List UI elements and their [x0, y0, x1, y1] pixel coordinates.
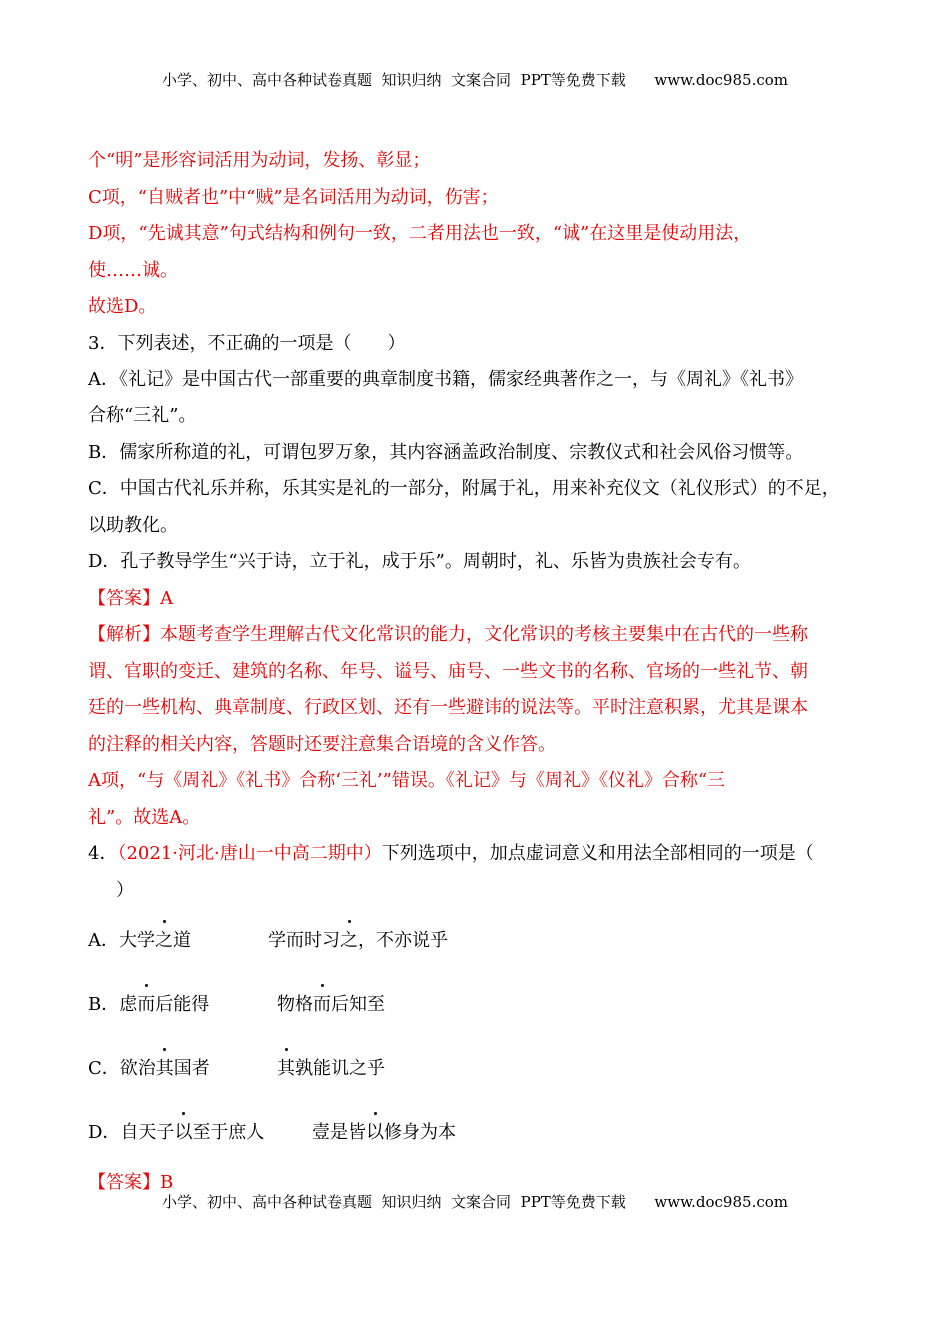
option-d: D．孔子教导学生“兴于诗，立于礼，成于乐”。周朝时，礼、乐皆为贵族社会专有。 [88, 551, 751, 572]
analysis-line: 的注释的相关内容，答题时还要注意集合语境的含义作答。 [88, 734, 556, 755]
option-letter: B． [88, 994, 120, 1015]
dotted-char: 以 [366, 1118, 384, 1144]
analysis-line: 廷的一些机构、典章制度、行政区划、还有一些避讳的说法等。平时注意积累，尤其是课本 [88, 697, 808, 718]
analysis-line: 礼”。故选A。 [88, 807, 201, 828]
option-a: A．《礼记》是中国古代一部重要的典章制度书籍，儒家经典著作之一，与《周礼》《礼书》 [88, 369, 803, 390]
option-a-cont: 合称“三礼”。 [88, 405, 197, 426]
option-c-cont: 以助教化。 [88, 515, 178, 536]
option-b: B．虑而后能得 [88, 990, 209, 1016]
dotted-char: 其 [277, 1054, 295, 1080]
analysis-line: 故选D。 [88, 296, 157, 317]
option-d: D．自天子以至于庶人 [88, 1118, 264, 1144]
option-b: B．儒家所称道的礼，可谓包罗万象，其内容涵盖政治制度、宗教仪式和社会风俗习惯等。 [88, 442, 804, 463]
analysis-line: 使……诚。 [88, 260, 178, 281]
analysis-line: A项，“与《周礼》《礼书》合称‘三礼’”错误。《礼记》与《周礼》《仪礼》合称“三 [88, 770, 726, 791]
option-a-second: 学而时习之，不亦说乎 [268, 926, 448, 952]
question-4-stem [88, 839, 814, 865]
question-source: （2021·河北·唐山一中高二期中） [117, 843, 382, 864]
option-c: C．中国古代礼乐并称，乐其实是礼的一部分，附属于礼，用来补充仪文（礼仪形式）的不足， [88, 478, 840, 499]
question-text: 下列选项中，加点虚词意义和用法全部相同的一项是（ [381, 843, 814, 864]
option-d-second: 壹是皆以修身为本 [312, 1118, 456, 1144]
dotted-char: 以 [174, 1118, 192, 1144]
question-4-stem-cont: ） [116, 880, 134, 901]
option-letter: D． [88, 1122, 121, 1143]
option-a: A．大学之道 [88, 926, 191, 952]
analysis-line: 【解析】本题考查学生理解古代文化常识的能力，文化常识的考核主要集中在古代的一些称 [88, 624, 808, 645]
dotted-char: 之 [340, 926, 358, 952]
dotted-char: 而 [137, 990, 155, 1016]
dotted-char: 其 [156, 1054, 174, 1080]
option-letter: A． [88, 930, 119, 951]
option-b-second: 物格而后知至 [277, 990, 385, 1016]
option-letter: C． [88, 1058, 120, 1079]
option-c: C．欲治其国者 [88, 1054, 210, 1080]
page-footer: 小学、初中、高中各种试卷真题 知识归纳 文案合同 PPT等免费下载 www.doc985.com [161, 1193, 788, 1211]
question-number: 4． [88, 843, 118, 864]
dotted-char: 而 [313, 990, 331, 1016]
analysis-line: 个“明”是形容词活用为动词，发扬、彰显； [88, 150, 431, 171]
question-3-stem: 3．下列表述，不正确的一项是（ ） [88, 333, 406, 354]
option-c-second: 其孰能讥之乎 [277, 1054, 385, 1080]
analysis-line: D项，“先诚其意”句式结构和例句一致，二者用法也一致，“诚”在这里是使动用法， [88, 223, 752, 244]
answer-3: 【答案】A [88, 588, 173, 609]
page-header: 小学、初中、高中各种试卷真题 知识归纳 文案合同 PPT等免费下载 www.doc985.com [161, 71, 788, 89]
analysis-line: C项，“自贼者也”中“贼”是名词活用为动词，伤害； [88, 187, 499, 208]
answer-4: 【答案】B [88, 1172, 174, 1193]
analysis-line: 谓、官职的变迁、建筑的名称、年号、谥号、庙号、一些文书的名称、官场的一些礼节、朝 [88, 661, 808, 682]
dotted-char: 之 [155, 926, 173, 952]
